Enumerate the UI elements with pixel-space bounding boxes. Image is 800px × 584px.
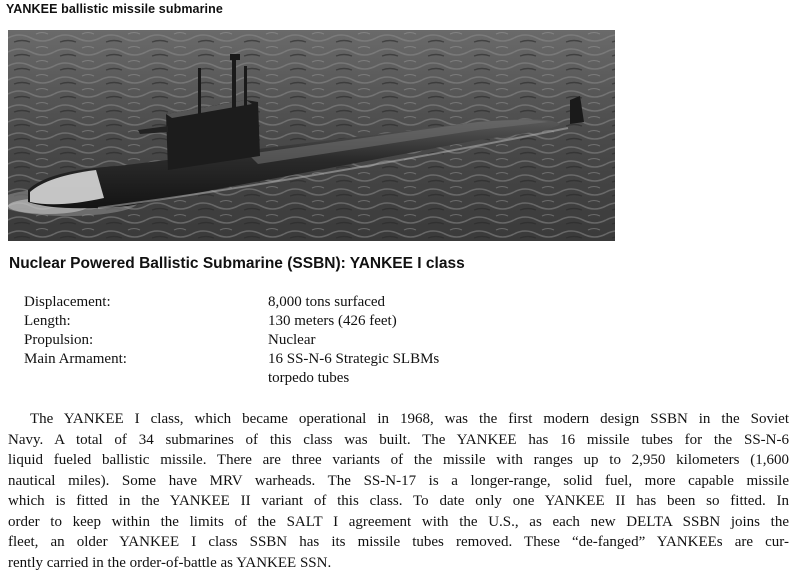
spec-label: Main Armament: bbox=[24, 351, 127, 367]
spec-value bbox=[268, 293, 568, 312]
submarine-photo bbox=[8, 30, 615, 241]
spec-table bbox=[24, 293, 568, 388]
spec-value bbox=[268, 331, 568, 350]
spec-value-line: 130 meters (426 feet) bbox=[268, 313, 397, 329]
spec-row-length bbox=[24, 312, 568, 331]
spec-row-armament bbox=[24, 350, 568, 388]
spec-value-line: 8,000 tons surfaced bbox=[268, 294, 386, 310]
spec-row-displacement bbox=[24, 293, 568, 312]
paragraph-line: rently carried in the order-of-battle as YANKEE SSN. bbox=[8, 554, 332, 571]
paragraph-line: which is fitted in the YANKEE II variant of this class. To date only one YANKEE II has been so fitted. In bbox=[8, 493, 789, 509]
spec-label: Length: bbox=[24, 313, 71, 329]
spec-value-line: 16 SS-N-6 Strategic SLBMs bbox=[268, 351, 440, 367]
spec-value-line: torpedo tubes bbox=[268, 370, 350, 386]
photo-caption: YANKEE ballistic missile submarine bbox=[6, 2, 223, 16]
paragraph-line: The YANKEE I class, which became operational in 1968, was the first modern design SSBN in the Soviet bbox=[30, 411, 789, 427]
paragraph-line: order to keep within the limits of the SALT I agreement with the U.S., as each new DELTA SSBN joins the bbox=[8, 513, 789, 530]
paragraph-line: liquid fueled ballistic missile. There are three variants of the missile with ranges up to 2,950 kilometers (1,600 bbox=[8, 452, 789, 468]
paragraph-line: nautical miles). Some have MRV warheads. The SS-N-17 is a longer-range, solid fuel, more capable missile bbox=[8, 472, 789, 489]
spec-label: Propulsion: bbox=[24, 332, 94, 348]
spec-value bbox=[268, 312, 568, 331]
spec-row-propulsion bbox=[24, 331, 568, 350]
section-heading: Nuclear Powered Ballistic Submarine (SSBN): YANKEE I class bbox=[9, 255, 465, 272]
spec-label: Displacement: bbox=[24, 294, 111, 310]
spec-value bbox=[268, 350, 568, 388]
paragraph-line: fleet, an older YANKEE I class SSBN has its missile tubes removed. These “de-fanged” YANKEEs are cur- bbox=[8, 534, 789, 550]
description-paragraph bbox=[8, 409, 789, 573]
paragraph-line: Navy. A total of 34 submarines of this class was built. The YANKEE has 16 missile tubes for the SS-N-6 bbox=[8, 431, 789, 448]
spec-value-line: Nuclear bbox=[268, 332, 316, 348]
